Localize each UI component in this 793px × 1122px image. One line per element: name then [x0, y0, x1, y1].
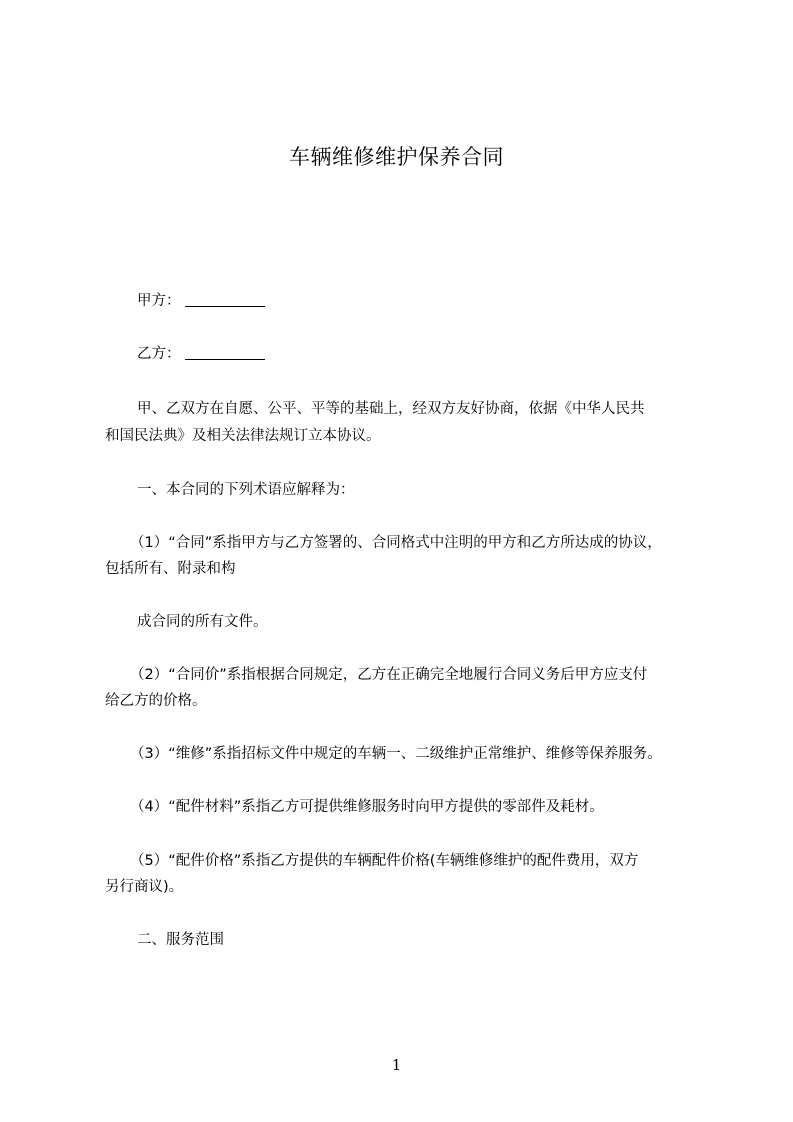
party-b-line: [137, 344, 265, 364]
term4-line-1: （4）“配件材料”系指乙方可提供维修服务时向甲方提供的零部件及耗材。: [130, 799, 604, 815]
document-title: 车辆维修维护保养合同: [289, 145, 504, 169]
party-a-blank[interactable]: [185, 292, 265, 307]
intro-line-1: 甲、乙双方在自愿、公平、平等的基础上，经双方友好协商，依据《中华人民共: [137, 401, 645, 417]
term2-line-2: 给乙方的价格。: [105, 693, 207, 709]
section1-heading: 一、本合同的下列术语应解释为：: [137, 482, 355, 498]
term1-line-3: 成合同的所有文件。: [137, 614, 268, 630]
term2-line-1: （2）“合同价”系指根据合同规定，乙方在正确完全地履行合同义务后甲方应支付: [130, 667, 648, 683]
page-number: 1: [391, 1056, 402, 1074]
section2-heading: 二、服务范围: [137, 932, 224, 948]
term3-line-1: （3）“维修”系指招标文件中规定的车辆一、二级维护正常维护、维修等保养服务。: [130, 746, 662, 762]
term5-line-1: （5）“配件价格”系指乙方提供的车辆配件价格(车辆维修维护的配件费用，双方: [130, 853, 639, 869]
intro-line-2: 和国民法典》及相关法律法规订立本协议。: [105, 428, 381, 444]
party-a-line: [137, 291, 265, 311]
term1-line-2: 包括所有、附录和构: [105, 561, 236, 577]
party-a-label: 甲方：: [137, 293, 181, 309]
party-b-blank[interactable]: [185, 345, 265, 360]
party-b-label: 乙方：: [137, 346, 181, 362]
term1-line-1: （1）“合同”系指甲方与乙方签署的、合同格式中注明的甲方和乙方所达成的协议，: [130, 535, 662, 551]
term5-line-2: 另行商议)。: [105, 879, 184, 895]
